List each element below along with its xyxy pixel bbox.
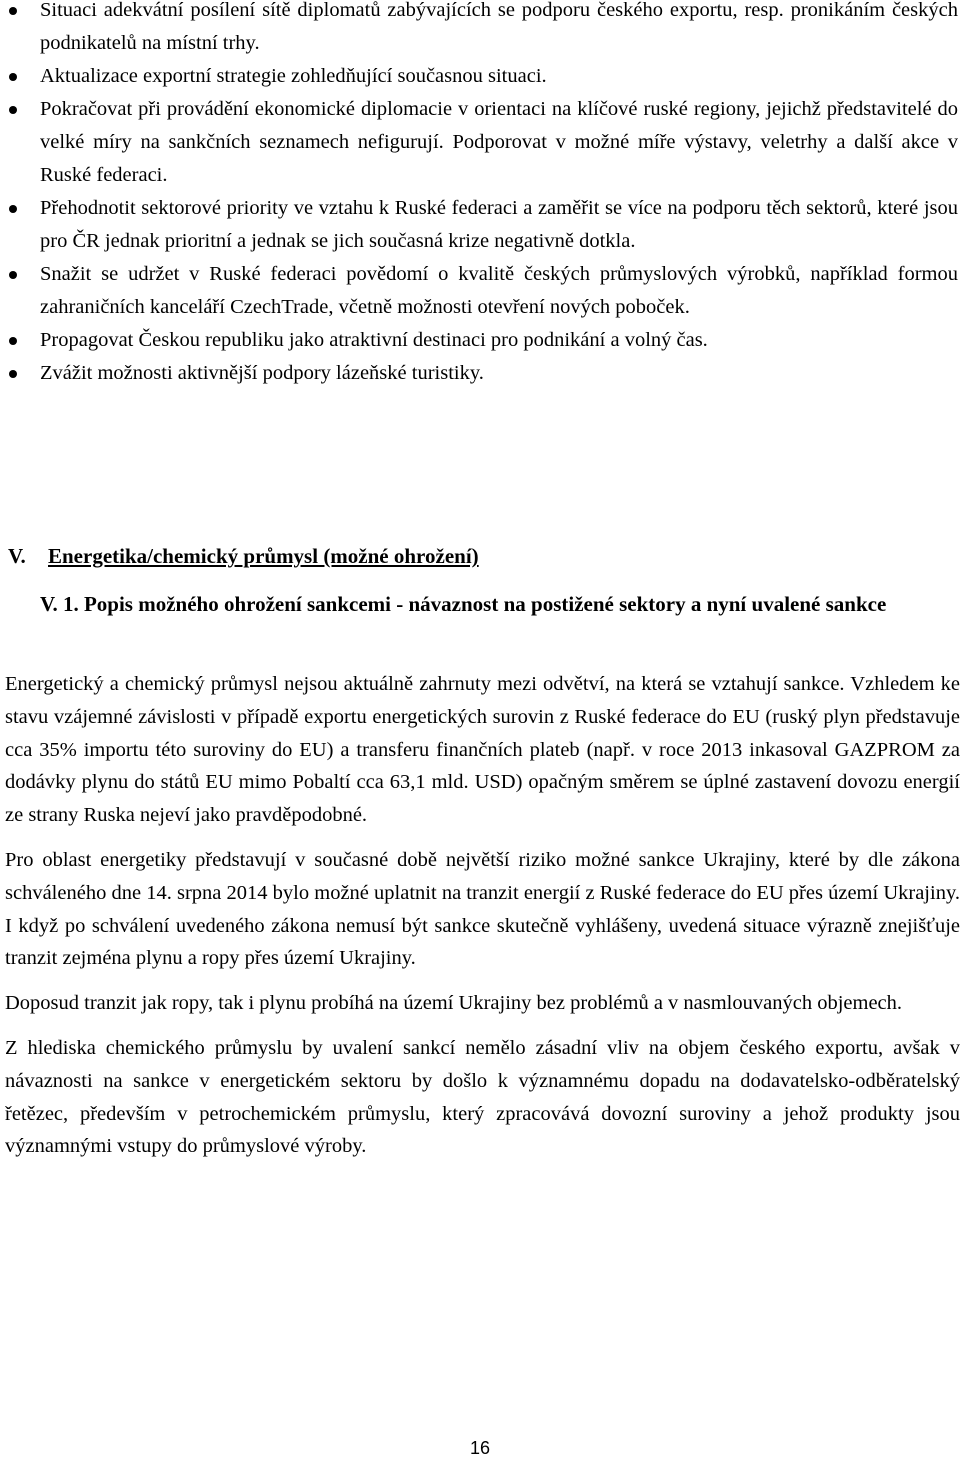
list-item-text: Situaci adekvátní posílení sítě diplomatů zabývajících se podporu českého exportu, resp. pronikáním českých podnikatelů na místní trhy. [40,0,958,54]
list-item-text: Propagovat Českou republiku jako atraktivní destinaci pro podnikání a volný čas. [40,329,708,351]
bullet-icon [9,7,17,15]
bullet-icon [9,205,17,213]
list-item [0,324,960,357]
list-item-text: Zvážit možnosti aktivnější podpory lázeňské turistiky. [40,362,484,384]
paragraph: Pro oblast energetiky představují v současné době největší riziko možné sankce Ukrajiny, které by dle zákona schváleného dne 14. srpna 2014 bylo možné uplatnit na tranzit energií z Ruské federace do EU přes území Ukrajiny. I když po schválení uvedeného zákona nemusí být sankce skutečně vyhlášeny, uvedená situace výrazně znejišťuje tranzit zejména plynu a ropy přes území Ukrajiny. [5,848,960,970]
paragraph: Z hlediska chemického průmyslu by uvalení sankcí nemělo zásadní vliv na objem českého exportu, avšak v návaznosti na sankce v energetickém sektoru by došlo k významnému dopadu na dodavatelsko-odběratelský řetězec, především v petrochemickém průmyslu, který zpracovává dovozní suroviny a jehož produkty jsou významnými vstupy do průmyslové výroby. [5,1036,960,1158]
bullet-icon [9,106,17,114]
subsection-heading: V. 1. Popis možného ohrožení sankcemi - návaznost na postižené sektory a nyní uvalené sankce [40,592,887,616]
paragraph: Doposud tranzit jak ropy, tak i plynu probíhá na území Ukrajiny bez problémů a v nasmlouvaných objemech. [5,992,903,1015]
bullet-icon [9,271,17,279]
list-item [0,192,960,258]
bullet-icon [9,337,17,345]
body-text [5,668,960,1175]
section-title: Energetika/chemický průmysl (možné ohrožení) [48,544,479,568]
bullet-icon [9,370,17,378]
list-item-text: Snažit se udržet v Ruské federaci povědomí o kvalitě českých průmyslových výrobků, například formou zahraničních kanceláří CzechTrade, včetně možnosti otevření nových poboček. [40,263,958,318]
list-item [0,60,960,93]
list-item-text: Přehodnotit sektorové priority ve vztahu k Ruské federaci a zaměřit se více na podporu těch sektorů, které jsou pro ČR jednak prioritní a jednak se jich současná krize negativně dotkla. [40,197,958,252]
list-item [0,93,960,192]
list-item [0,0,960,60]
recommendation-list [0,0,960,390]
section-number: V. [8,544,26,568]
list-item-text: Pokračovat při provádění ekonomické diplomacie v orientaci na klíčové ruské regiony, jejichž představitelé do velké míry na sankčních seznamech nefigurují. Podporovat v možné míře výstavy, veletrhy a další akce v Ruské federaci. [40,98,958,186]
list-item-text: Aktualizace exportní strategie zohledňující současnou situaci. [40,65,547,87]
page-number: 16 [469,1438,491,1458]
paragraph: Energetický a chemický průmysl nejsou aktuálně zahrnuty mezi odvětví, na která se vztahují sankce. Vzhledem ke stavu vzájemné závislosti v případě exportu energetických surovin z Ruské federace do EU (ruský plyn představuje cca 35% importu této suroviny do EU) a transferu finančních plateb (např. v roce 2013 inkasoval GAZPROM za dodávky plynu do států EU mimo Pobaltí cca 63,1 mld. USD) opačným směrem se úplné zastavení dovozu energií ze strany Ruska nejeví jako pravděpodobné. [5,673,960,827]
section-heading [8,540,479,573]
list-item [0,357,960,390]
bullet-icon [9,73,17,81]
list-item [0,258,960,324]
